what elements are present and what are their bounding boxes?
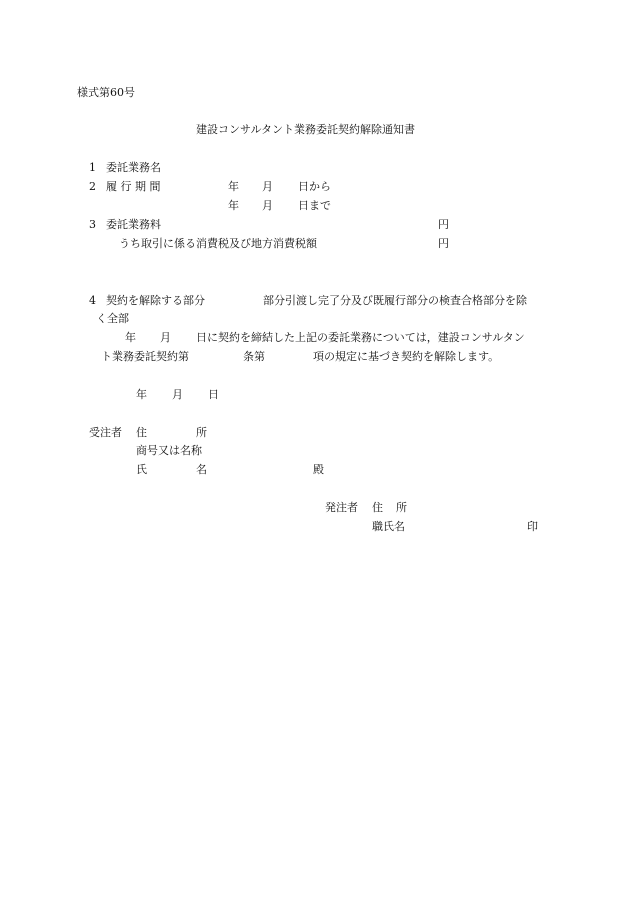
orderer-address-label-1: 住 bbox=[372, 501, 383, 514]
date-day: 日 bbox=[208, 388, 219, 401]
statement-text-1: 日に契約を締結した上記の委託業務については，建設コンサルタン bbox=[196, 331, 525, 344]
contractor-address-label-1: 住 bbox=[136, 426, 147, 439]
period-end-day: 日まで bbox=[298, 199, 331, 212]
item-4-value-line1: 部分引渡し完了分及び既履行部分の検査合格部分を除 bbox=[263, 294, 527, 307]
contractor-honorific: 殿 bbox=[313, 463, 324, 476]
item-4-value-line2: く全部 bbox=[96, 312, 129, 325]
statement-text-2: ト業務委託契約第 bbox=[101, 350, 189, 363]
tax-unit: 円 bbox=[438, 237, 449, 250]
item-4-label: 契約を解除する部分 bbox=[106, 294, 205, 307]
item-1-label: 委託業務名 bbox=[106, 161, 161, 174]
period-start-year: 年 bbox=[228, 180, 239, 193]
period-end-month: 月 bbox=[262, 199, 273, 212]
fee-unit: 円 bbox=[438, 218, 449, 231]
contractor-name-label-1: 氏 bbox=[136, 463, 147, 476]
item-3-number: 3 bbox=[89, 218, 96, 231]
item-4-number: 4 bbox=[89, 294, 96, 307]
statement-month: 月 bbox=[160, 331, 171, 344]
contractor-company-label: 商号又は名称 bbox=[136, 444, 202, 457]
item-2-number: 2 bbox=[89, 180, 96, 193]
orderer-position-name: 職氏名 bbox=[372, 520, 405, 533]
period-end-year: 年 bbox=[228, 199, 239, 212]
contractor-role: 受注者 bbox=[89, 426, 122, 439]
form-number: 様式第60号 bbox=[77, 86, 135, 99]
item-3-label: 委託業務料 bbox=[106, 218, 161, 231]
statement-year: 年 bbox=[125, 331, 136, 344]
orderer-role: 発注者 bbox=[325, 501, 358, 514]
document-title: 建設コンサルタント業務委託契約解除通知書 bbox=[196, 123, 416, 136]
contractor-address-label-2: 所 bbox=[196, 426, 207, 439]
item-2-label: 履 行 期 間 bbox=[106, 180, 161, 193]
tax-label: うち取引に係る消費税及び地方消費税額 bbox=[119, 237, 317, 250]
contractor-name-label-2: 名 bbox=[196, 463, 207, 476]
statement-text-3: 条第 bbox=[243, 350, 265, 363]
orderer-seal: 印 bbox=[527, 520, 538, 533]
period-start-month: 月 bbox=[262, 180, 273, 193]
date-month: 月 bbox=[172, 388, 183, 401]
item-1-number: 1 bbox=[89, 161, 96, 174]
statement-text-4: 項の規定に基づき契約を解除します。 bbox=[313, 350, 500, 363]
date-year: 年 bbox=[136, 388, 147, 401]
orderer-address-label-2: 所 bbox=[396, 501, 407, 514]
period-start-day: 日から bbox=[298, 180, 331, 193]
